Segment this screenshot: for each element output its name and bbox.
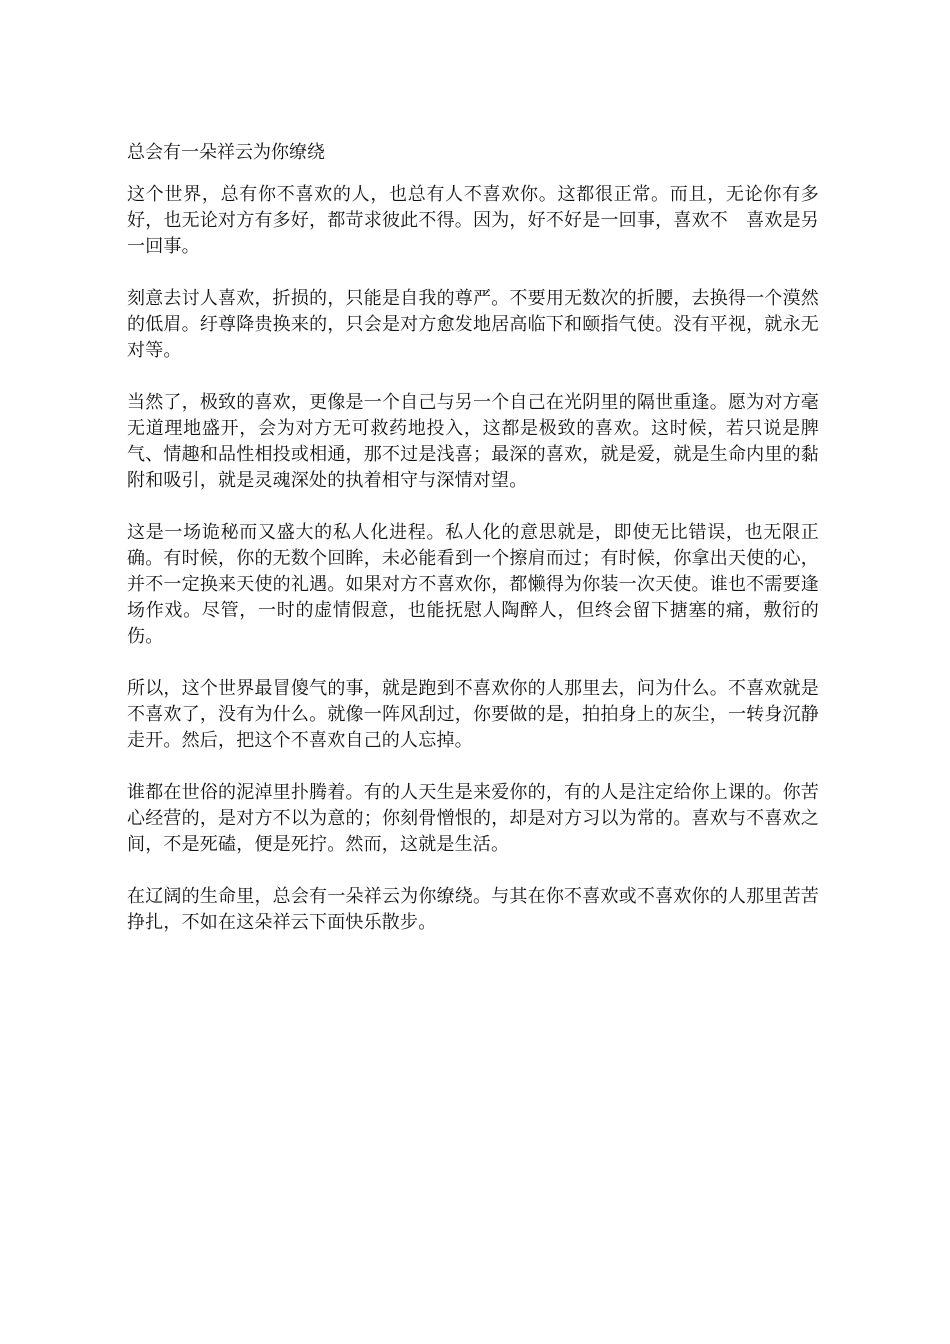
document-page [127, 140, 819, 962]
paragraph-5: 所以，这个世界最冒傻气的事，就是跑到不喜欢你的人那里去，问为什么。不喜欢就是不喜欢了，没有为什么。就像一阵风刮过，你要做的是，拍拍身上的灰尘，一转身沉静走开。然后，把这个不喜欢自己的人忘掉。 [127, 678, 819, 751]
paragraph-2: 刻意去讨人喜欢，折损的，只能是自我的尊严。不要用无数次的折腰，去换得一个漠然的低眉。纡尊降贵换来的，只会是对方愈发地居高临下和颐指气使。没有平视，就永无对等。 [127, 288, 819, 361]
paragraph-1: 这个世界，总有你不喜欢的人，也总有人不喜欢你。这都很正常。而且，无论你有多好，也无论对方有多好，都苛求彼此不得。因为，好不好是一回事，喜欢不 喜欢是另一回事。 [127, 184, 819, 257]
paragraph-7: 在辽阔的生命里，总会有一朵祥云为你缭绕。与其在你不喜欢或不喜欢你的人那里苦苦挣扎，不如在这朵祥云下面快乐散步。 [127, 886, 819, 933]
paragraph-4: 这是一场诡秘而又盛大的私人化进程。私人化的意思就是，即使无比错误，也无限正确。有时候，你的无数个回眸，未必能看到一个擦肩而过；有时候，你拿出天使的心，并不一定换来天使的礼遇。如果对方不喜欢你，都懒得为你装一次天使。谁也不需要逢场作戏。尽管，一时的虚情假意，也能抚慰人陶醉人，但终会留下搪塞的痛，敷衍的伤。 [127, 522, 819, 647]
document-title: 总会有一朵祥云为你缭绕 [127, 142, 325, 163]
paragraph-6: 谁都在世俗的泥淖里扑腾着。有的人天生是来爱你的，有的人是注定给你上课的。你苦心经营的，是对方不以为意的；你刻骨憎恨的，却是对方习以为常的。喜欢与不喜欢之间，不是死磕，便是死拧。然而，这就是生活。 [127, 782, 819, 855]
paragraph-3: 当然了，极致的喜欢，更像是一个自己与另一个自己在光阴里的隔世重逢。愿为对方毫无道理地盛开，会为对方无可救药地投入，这都是极致的喜欢。这时候，若只说是脾气、情趣和品性相投或相通，那不过是浅喜；最深的喜欢，就是爱，就是生命内里的黏附和吸引，就是灵魂深处的执着相守与深情对望。 [127, 392, 819, 491]
